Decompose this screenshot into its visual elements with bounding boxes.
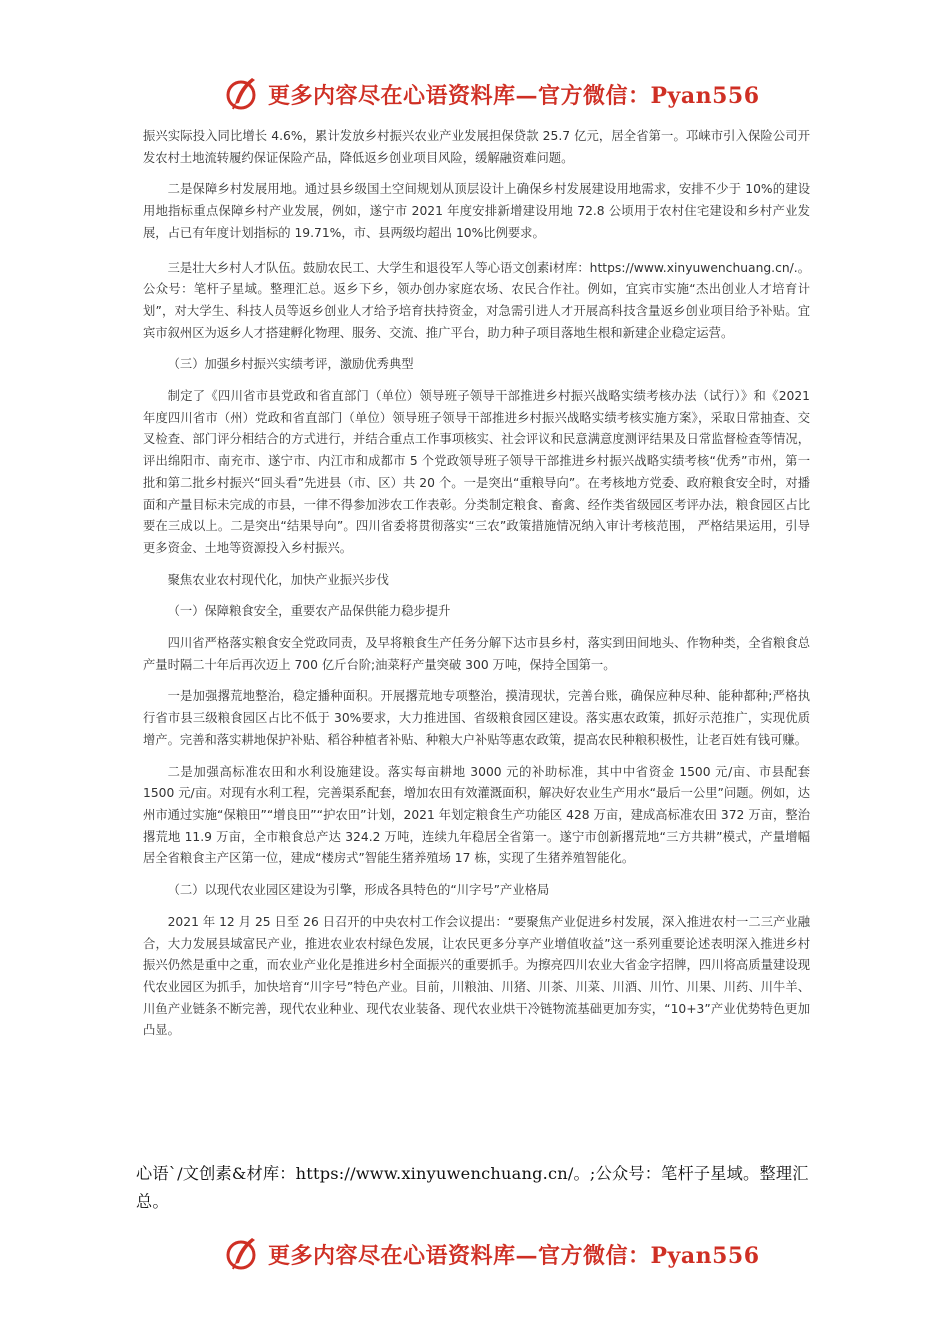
document-body [143, 126, 810, 1042]
section-heading: （二）以现代农业园区建设为引擎，形成各具特色的“川字号”产业格局 [167, 883, 550, 898]
section-heading: （一）保障粮食安全，重要农产品保供能力稳步提升 [167, 604, 451, 619]
banner-text: 更多内容尽在心语资料库—官方微信：Pyan556 [268, 1242, 760, 1269]
paragraph: 振兴实际投入同比增长 4.6%，累计发放乡村振兴农业产业发展担保贷款 25.7 亿元，居全省第一。邛崃市引入保险公司开发农村土地流转履约保证保险产品，降低返乡创业项目风险，缓解融资难问题。 [143, 129, 810, 165]
section-heading: （三）加强乡村振兴实绩考评，激励优秀典型 [167, 357, 414, 372]
paragraph: 制定了《四川省市县党政和省直部门（单位）领导班子领导干部推进乡村振兴战略实绩考核办法（试行）》和《2021 年度四川省市（州）党政和省直部门（单位）领导班子领导干部推进乡村振兴战略实绩考核实施方案》，采取日常抽查、交叉检查、部门评分相结合的方式进行，并结合重点工作事项核实、社会评议和民意满意度测评结果及日常监督检查等情况，评出绵阳市、南充市、遂宁市、内江市和成都市 5 个党政领导班子领导干部推进乡村振兴战略实绩考核“优秀”市州，第一批和第二批乡村振兴“回头看”先进县（市、区）共 20 个。一是突出“重粮导向”。在考核地方党委、政府粮食安全时，对播面和产量目标未完成的市县，一律不得参加涉农工作表彰。分类制定粮食、畜禽、经作类省级园区考评办法，粮食园区占比要在三成以上。二是突出“结果导向”。四川省委将贯彻落实“三农”政策措施情况纳入审计考核范围， 严格结果运用，引导更多资金、土地等资源投入乡村振兴。 [143, 389, 810, 555]
section-heading: 聚焦农业农村现代化，加快产业振兴步伐 [167, 572, 389, 587]
paragraph: 2021 年 12 月 25 日至 26 日召开的中央农村工作会议提出：“要聚焦产业促进乡村发展，深入推进农村一二三产业融合，大力发展县域富民产业，推进农业农村绿色发展，让农民更多分享产业增值收益”这一系列重要论述表明深入推进乡村振兴仍然是重中之重，而农业产业化是推进乡村全面振兴的重要抓手。为擦亮四川农业大省金字招牌，四川将高质量建设现代农业园区为抓手，加快培育“川字号”特色产业。目前，川粮油、川猪、川茶、川菜、川酒、川竹、川果、川药、川牛羊、川鱼产业链条不断完善，现代农业种业、现代农业装备、现代农业烘干冷链物流基础更加夯实，“10+3”产业优势特色更加凸显。 [143, 914, 810, 1038]
paragraph: 二是保障乡村发展用地。通过县乡级国土空间规划从顶层设计上确保乡村发展建设用地需求，安排不少于 10%的建设用地指标重点保障乡村产业发展，例如，遂宁市 2021 年度安排新增建设用地 72.8 公顷用于农村住宅建设和乡村产业发展，占已有年度计划指标的 19.71%，市、县两级均超出 10%比例要求。 [143, 182, 810, 240]
paragraph: 二是加强高标准农田和水利设施建设。落实每亩耕地 3000 元的补助标准，其中中省资金 1500 元/亩、市县配套 1500 元/亩。对现有水利工程，完善渠系配套，增加农田有效灌溉面积，解决好农业生产用水“最后一公里”问题。例如，达州市通过实施“保粮田”“增良田”“护农田”计划，2021 年划定粮食生产功能区 428 万亩，建成高标准农田 372 万亩，整治撂荒地 11.9 万亩，全市粮食总产达 324.2 万吨，连续九年稳居全省第一。遂宁市创新撂荒地“三方共耕”模式，产量增幅居全省粮食主产区第一位，建成“楼房式”智能生猪养殖场 17 栋，实现了生猪养殖智能化。 [143, 764, 810, 866]
quill-pen-logo-icon [222, 1234, 262, 1274]
paragraph: 一是加强撂荒地整治，稳定播种面积。开展撂荒地专项整治，摸清现状，完善台账，确保应种尽种、能种都种;严格执行省市县三级粮食园区占比不低于 30%要求，大力推进国、省级粮食园区建设。落实惠农政策，抓好示范推广，实现优质增产。完善和落实耕地保护补贴、稻谷种植者补贴、种粮大户补贴等惠农政策，提高农民种粮积极性，让老百姓有钱可赚。 [143, 689, 810, 747]
header-banner [222, 72, 760, 116]
paragraph: 三是壮大乡村人才队伍。鼓励农民工、大学生和退役军人等心语文创素ⅰ材库：https://www.xinyuwenchuang.cn/.。公众号：笔杆子星域。整理汇总。返乡下乡，领办创办家庭农场、农民合作社。例如，宜宾市实施“杰出创业人才培育计划”，对大学生、科技人员等返乡创业人才给予培育扶持资金，对急需引进人才开展高科技含量返乡创业项目给予补贴。宜宾市叙州区为返乡人才搭建孵化物理、服务、交流、推广平台，助力种子项目落地生根和新建企业稳定运营。 [143, 260, 810, 340]
banner-text: 更多内容尽在心语资料库—官方微信：Pyan556 [268, 82, 760, 109]
quill-pen-logo-icon [222, 74, 262, 114]
footer-banner [222, 1232, 760, 1276]
footer-watermark-text: 心语`/文创素&材库：https://www.xinyuwenchuang.cn/。;公众号：笔杆子星域。整理汇总。 [136, 1164, 809, 1211]
paragraph: 四川省严格落实粮食安全党政同责，及早将粮食生产任务分解下达市县乡村，落实到田间地头、作物种类，全省粮食总产量时隔二十年后再次迈上 700 亿斤台阶;油菜籽产量突破 300 万吨，保持全国第一。 [143, 636, 810, 672]
